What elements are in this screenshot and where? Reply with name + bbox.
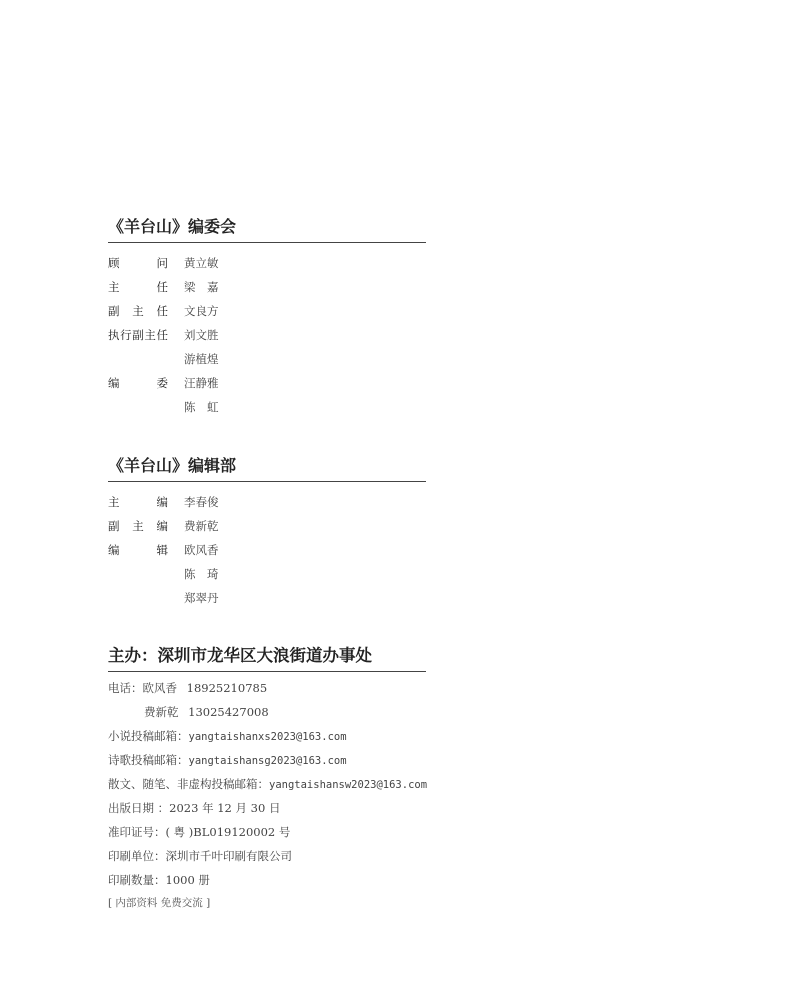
staff-row — [108, 514, 426, 538]
person-name: 欧风香 — [184, 543, 219, 557]
permit-number: 准印证号：( 粤 )BL019120002 号 — [108, 825, 291, 839]
role-char: 副 — [108, 519, 120, 533]
role-char: 主 — [132, 304, 144, 318]
phone-row-2 — [108, 700, 426, 724]
role-label — [108, 275, 168, 299]
phone-row-1 — [108, 676, 426, 700]
person-name: 游植煌 — [184, 352, 219, 366]
role-char: 任 — [156, 304, 168, 318]
role-char: 行 — [120, 328, 132, 342]
section-title: 《羊台山》编委会 — [108, 216, 426, 243]
person-name: 李春俊 — [184, 495, 219, 509]
role-char: 编 — [156, 495, 168, 509]
role-label — [108, 562, 168, 586]
novel-email: yangtaishanxs2023@163.com — [188, 731, 347, 743]
role-label — [108, 347, 168, 371]
section-title: 《羊台山》编辑部 — [108, 455, 426, 482]
sponsor-section — [108, 645, 426, 914]
staff-row — [108, 395, 426, 419]
staff-row — [108, 251, 426, 275]
role-char: 任 — [156, 328, 168, 342]
role-char: 编 — [156, 519, 168, 533]
internal-note: [ 内部资料 免费交流 ] — [108, 897, 211, 909]
role-char: 副 — [108, 304, 120, 318]
editorial-department-section — [108, 455, 426, 610]
role-label — [108, 538, 168, 562]
person-name: 汪静雅 — [184, 376, 219, 390]
staff-row — [108, 347, 426, 371]
role-label — [108, 323, 168, 347]
staff-row — [108, 371, 426, 395]
staff-row — [108, 586, 426, 610]
role-char: 主 — [144, 328, 156, 342]
role-char: 副 — [132, 328, 144, 342]
role-label — [108, 299, 168, 323]
staff-row — [108, 538, 426, 562]
novel-email-label: 小说投稿邮箱： — [108, 729, 189, 743]
person-name: 陈 琦 — [184, 567, 219, 581]
role-char: 任 — [156, 280, 168, 294]
role-char: 主 — [132, 519, 144, 533]
person-name: 文良方 — [184, 304, 219, 318]
poetry-email-label: 诗歌投稿邮箱： — [108, 753, 189, 767]
person-name: 费新乾 — [184, 519, 219, 533]
role-label — [108, 251, 168, 275]
person-name: 梁 嘉 — [184, 280, 219, 294]
role-char: 顾 — [108, 256, 120, 270]
role-char: 编 — [108, 376, 120, 390]
role-char: 辑 — [156, 543, 168, 557]
person-name: 郑翠丹 — [184, 591, 219, 605]
role-char: 执 — [108, 328, 120, 342]
phone2-name: 费新乾 — [144, 705, 179, 719]
staff-row — [108, 275, 426, 299]
staff-row — [108, 299, 426, 323]
publish-date: 出版日期 ：2023 年 12 月 30 日 — [108, 801, 281, 815]
person-name: 陈 虹 — [184, 400, 219, 414]
prose-email-row — [108, 772, 426, 796]
person-name: 黄立敏 — [184, 256, 219, 270]
printer: 印刷单位：深圳市千叶印刷有限公司 — [108, 849, 292, 863]
prose-email: yangtaishansw2023@163.com — [269, 779, 428, 791]
role-label — [108, 490, 168, 514]
staff-row — [108, 323, 426, 347]
phone-number-1: 18925210785 — [186, 681, 268, 695]
role-label — [108, 586, 168, 610]
poetry-email-row — [108, 748, 426, 772]
sponsor-title: 主办：深圳市龙华区大浪街道办事处 — [108, 645, 426, 672]
role-label — [108, 514, 168, 538]
role-char: 编 — [108, 543, 120, 557]
phone-number-2: 13025427008 — [188, 705, 269, 719]
role-label — [108, 371, 168, 395]
committee-list — [108, 251, 426, 419]
phone-label: 电话：欧风香 — [108, 681, 177, 695]
poetry-email: yangtaishansg2023@163.com — [188, 755, 347, 767]
role-char: 问 — [156, 256, 168, 270]
role-char: 主 — [108, 280, 120, 294]
novel-email-row — [108, 724, 426, 748]
role-char: 主 — [108, 495, 120, 509]
staff-row — [108, 490, 426, 514]
department-list — [108, 490, 426, 610]
editorial-committee-section — [108, 216, 426, 419]
staff-row — [108, 562, 426, 586]
print-quantity: 印刷数量：1000 册 — [108, 873, 210, 887]
role-label — [108, 395, 168, 419]
person-name: 刘文胜 — [184, 328, 219, 342]
prose-email-label: 散文、随笔、非虚构投稿邮箱： — [108, 777, 269, 791]
role-char: 委 — [156, 376, 168, 390]
